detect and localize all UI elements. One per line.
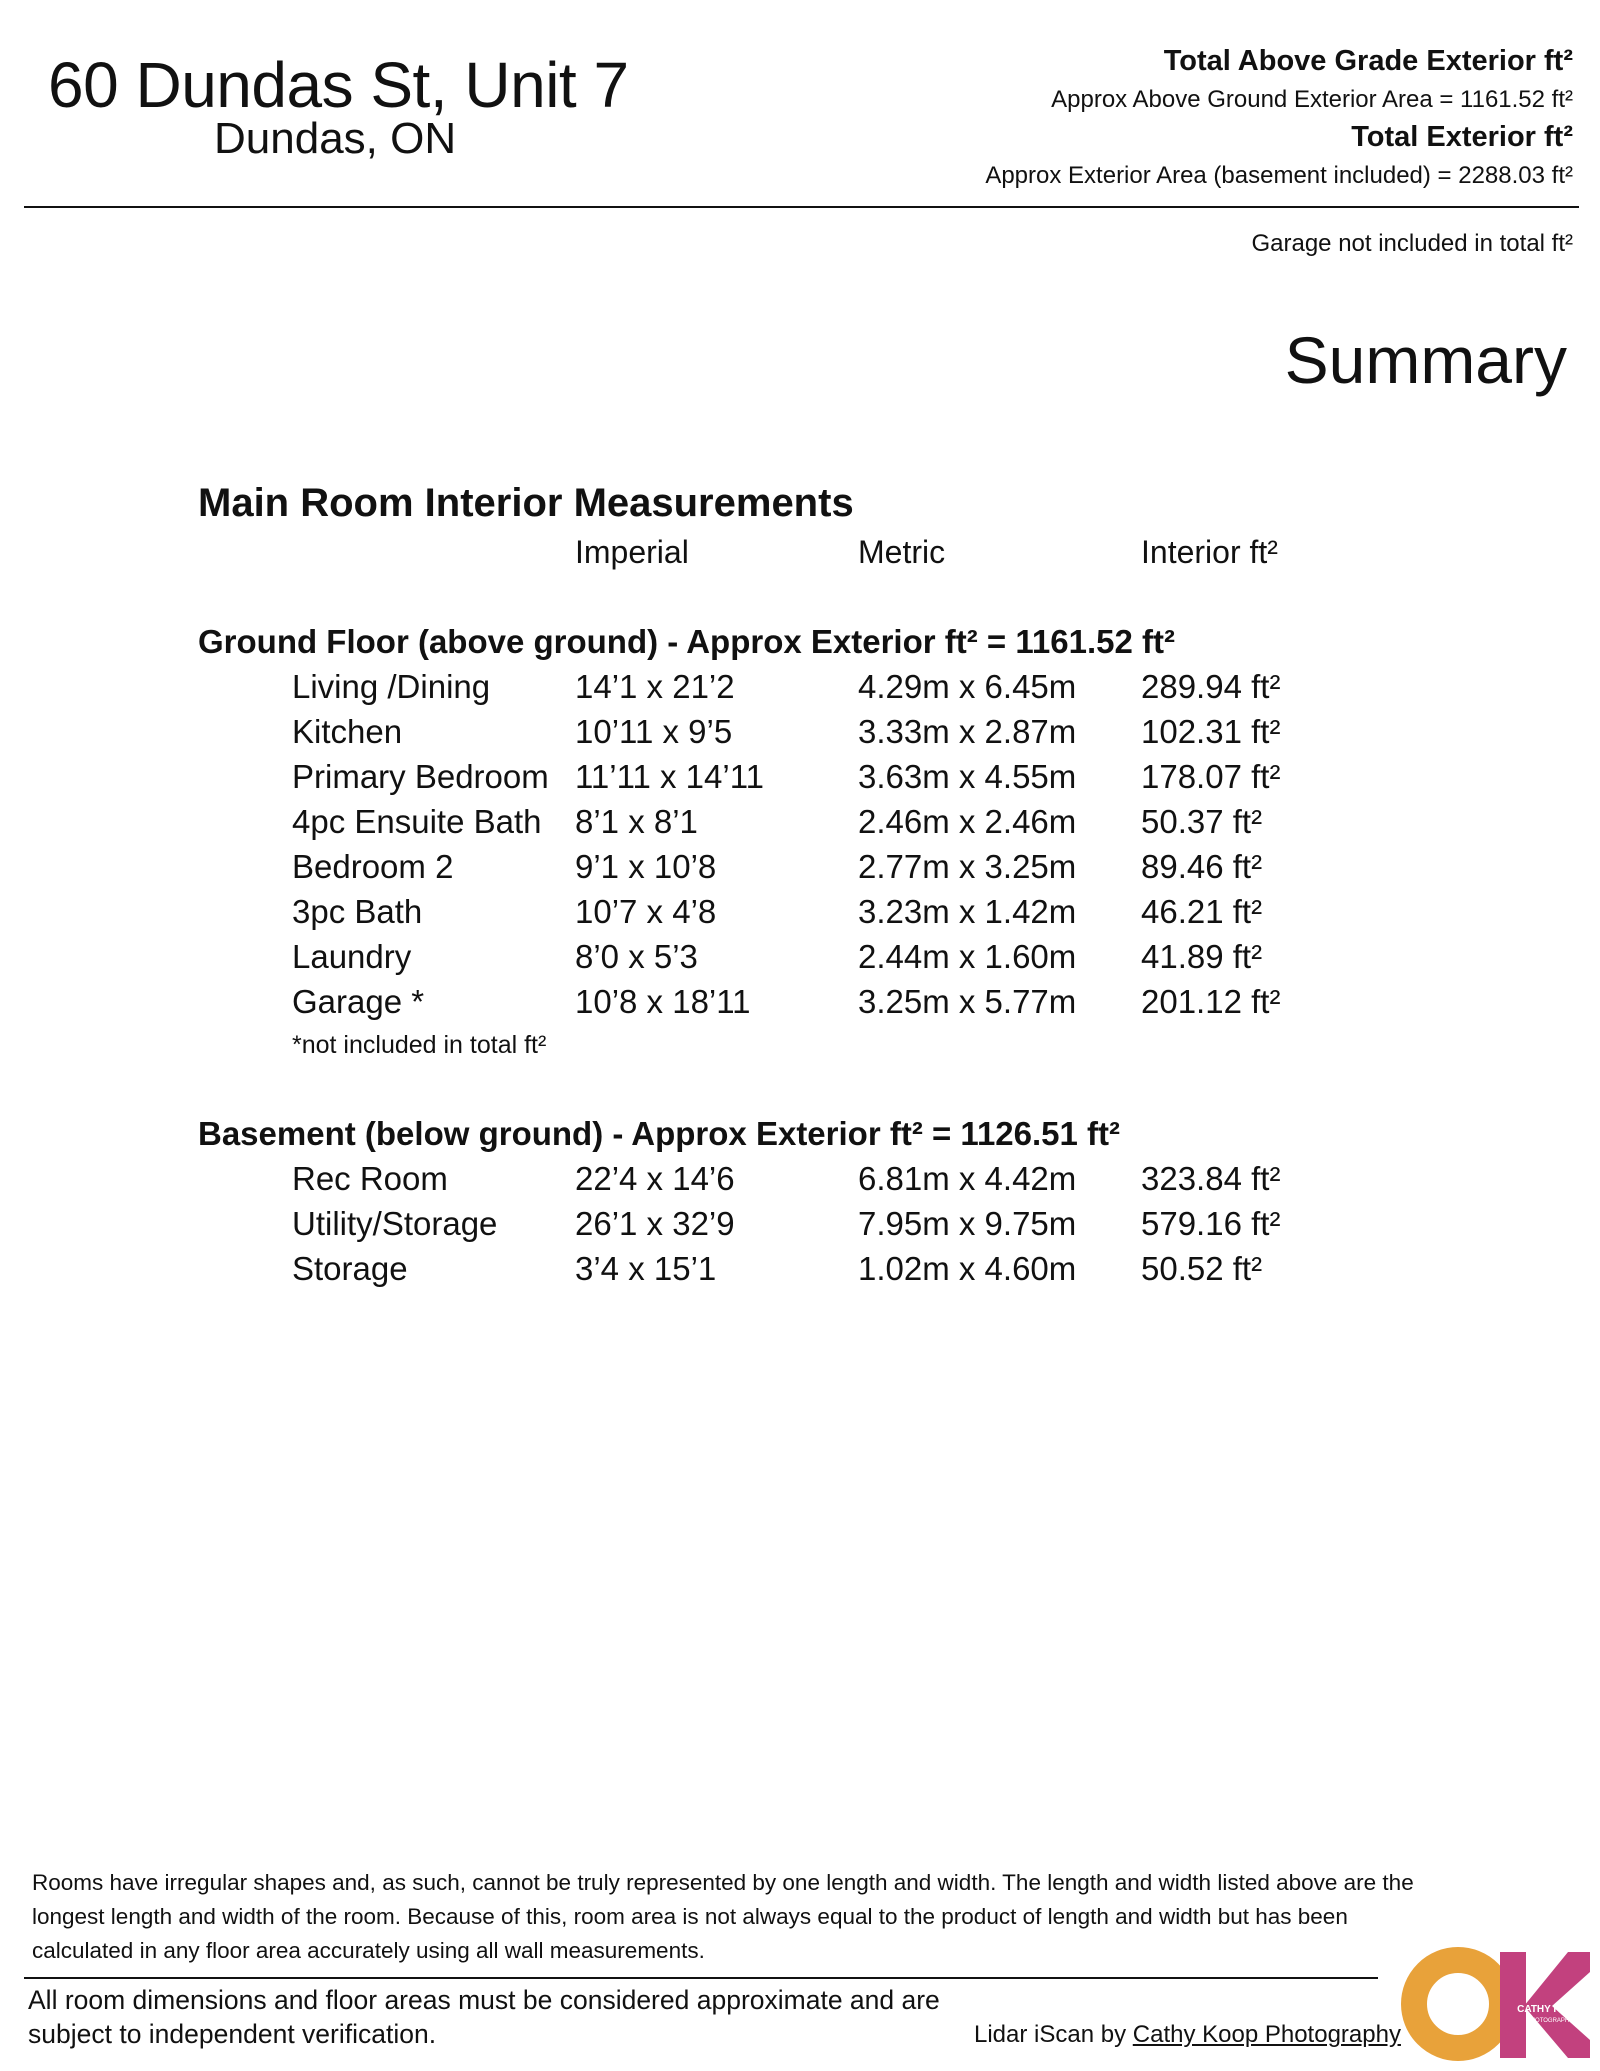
column-header-metric: Metric [858,534,946,570]
lidar-credit-prefix: Lidar iScan by [974,2021,1133,2048]
section-title: Main Room Interior Measurements [198,481,854,525]
ground-floor-heading: Ground Floor (above ground) - Approx Exterior ft² = 1161.52 ft² [198,623,1175,660]
room-interior: 50.52 ft² [1141,1250,1263,1287]
room-imperial: 3’4 x 15’1 [575,1250,717,1287]
logo-letter-o [1414,1960,1502,2048]
total-above-grade-label: Total Above Grade Exterior ft² [1163,45,1573,77]
room-imperial: 9’1 x 10’8 [575,848,717,885]
cathy-koop-logo [1400,1942,1590,2062]
room-metric: 2.77m x 3.25m [858,848,1077,885]
room-interior: 46.21 ft² [1141,893,1263,930]
logo-text-line-2: PHOTOGRAPHY [1526,2018,1574,2024]
total-exterior-label: Total Exterior ft² [1351,121,1573,153]
room-name: Kitchen [292,713,403,750]
room-interior: 201.12 ft² [1141,983,1281,1020]
room-imperial: 22’4 x 14’6 [575,1160,735,1197]
room-name: 4pc Ensuite Bath [292,803,542,840]
room-name: Storage [292,1250,408,1287]
irregular-shape-disclaimer: Rooms have irregular shapes and, as such, cannot be truly represented by one length and width. The length and width listed above are the longest length and width of the room. Because of this, room area is not always equal to the product of length and width but has been calculated in any floor area accurately using all wall measurements. [32,1870,1414,1963]
table-row [0,803,1600,847]
approximate-note: All room dimensions and floor areas must be considered approximate and are subject to independent verification. [28,1985,940,2049]
header-divider [24,206,1579,208]
table-row [0,1205,1600,1249]
approx-above-ground-area: Approx Above Ground Exterior Area = 1161.52 ft² [1051,86,1573,113]
table-row [0,1160,1600,1204]
room-interior: 323.84 ft² [1141,1160,1281,1197]
room-interior: 102.31 ft² [1141,713,1281,750]
room-interior: 89.46 ft² [1141,848,1263,885]
room-name: 3pc Bath [292,893,423,930]
room-interior: 50.37 ft² [1141,803,1263,840]
logo-text-line-1: CATHY KOOP [1517,2004,1583,2015]
table-row [0,713,1600,757]
room-imperial: 11’11 x 14’11 [575,758,764,795]
room-metric: 2.44m x 1.60m [858,938,1077,975]
room-imperial: 10’8 x 18’11 [575,983,751,1020]
table-row [0,1250,1600,1294]
table-row [0,893,1600,937]
room-imperial: 8’1 x 8’1 [575,803,698,840]
room-metric: 3.23m x 1.42m [858,893,1077,930]
room-metric: 7.95m x 9.75m [858,1205,1077,1242]
photographer-link[interactable]: Cathy Koop Photography [1132,2021,1401,2048]
room-name: Rec Room [292,1160,448,1197]
footer-divider [24,1977,1378,1979]
garage-note: Garage not included in total ft² [1251,230,1573,257]
table-row [0,758,1600,802]
room-metric: 4.29m x 6.45m [858,668,1077,705]
table-row [0,848,1600,892]
room-name: Garage * [292,983,425,1020]
table-row [0,983,1600,1027]
basement-heading: Basement (below ground) - Approx Exterior ft² = 1126.51 ft² [198,1115,1121,1152]
table-row [0,938,1600,982]
room-imperial: 10’11 x 9’5 [575,713,733,750]
room-interior: 289.94 ft² [1141,668,1281,705]
room-metric: 1.02m x 4.60m [858,1250,1077,1287]
room-name: Primary Bedroom [292,758,549,795]
column-header-imperial: Imperial [575,534,689,570]
address-line-1: 60 Dundas St, Unit 7 [48,49,629,121]
room-interior: 579.16 ft² [1141,1205,1281,1242]
room-name: Bedroom 2 [292,848,454,885]
room-imperial: 26’1 x 32’9 [575,1205,735,1242]
room-metric: 3.25m x 5.77m [858,983,1077,1020]
room-metric: 3.33m x 2.87m [858,713,1077,750]
room-imperial: 8’0 x 5’3 [575,938,698,975]
room-metric: 3.63m x 4.55m [858,758,1077,795]
room-metric: 2.46m x 2.46m [858,803,1077,840]
lidar-credit [974,2021,1401,2049]
column-header-interior: Interior ft² [1141,534,1278,570]
table-row [0,668,1600,712]
address-line-2: Dundas, ON [214,114,457,163]
room-name: Living /Dining [292,668,491,705]
room-name: Utility/Storage [292,1205,498,1242]
room-imperial: 14’1 x 21’2 [575,668,735,705]
garage-footnote: *not included in total ft² [292,1031,547,1059]
room-imperial: 10’7 x 4’8 [575,893,717,930]
room-name: Laundry [292,938,412,975]
approx-exterior-area: Approx Exterior Area (basement included) = 2288.03 ft² [985,162,1573,189]
room-metric: 6.81m x 4.42m [858,1160,1077,1197]
room-interior: 178.07 ft² [1141,758,1281,795]
page-title: Summary [1284,323,1567,397]
room-interior: 41.89 ft² [1141,938,1263,975]
